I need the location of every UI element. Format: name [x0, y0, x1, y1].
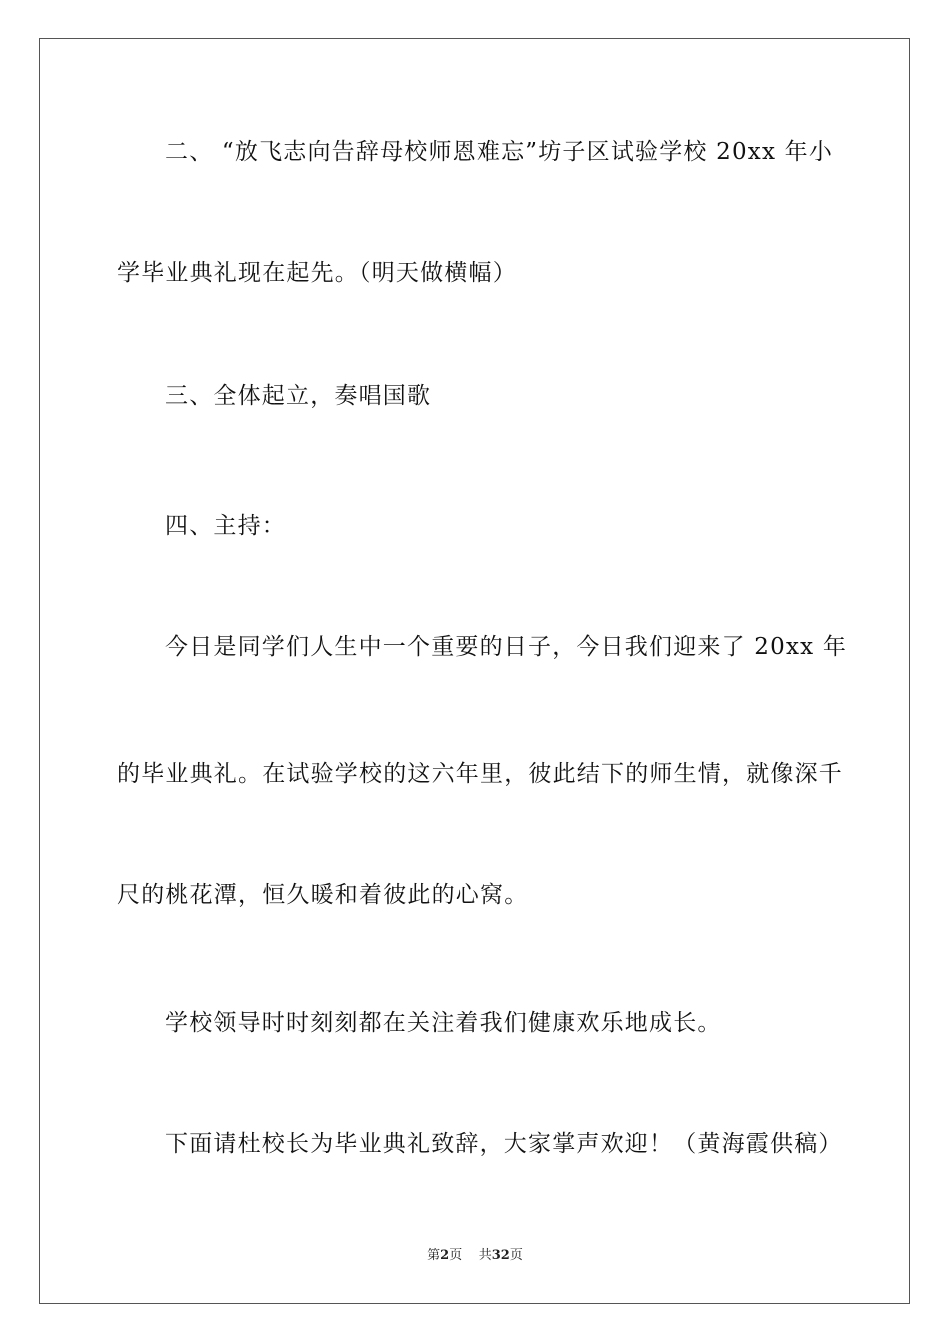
total-prefix: 共 [478, 1248, 492, 1263]
paragraph-line: 的毕业典礼。在试验学校的这六年里，彼此结下的师生情，就像深千 [117, 761, 843, 787]
page-suffix: 页 [449, 1248, 463, 1263]
section-four-heading: 四、主持： [165, 513, 286, 539]
page-number: 2 [440, 1248, 450, 1263]
paragraph-line: 今日是同学们人生中一个重要的日子，今日我们迎来了 20xx 年 [165, 634, 848, 660]
total-pages: 32 [491, 1248, 510, 1263]
section-two-heading: 二、 “放飞志向告辞母校师恩难忘”坊子区试验学校 20xx 年小 [165, 139, 834, 165]
section-two-continuation: 学毕业典礼现在起先。（明天做横幅） [117, 260, 517, 286]
total-suffix: 页 [509, 1248, 523, 1263]
paragraph-line: 下面请杜校长为毕业典礼致辞，大家掌声欢迎！（黄海霞供稿） [165, 1131, 843, 1157]
page-prefix: 第 [427, 1248, 441, 1263]
page-frame [39, 38, 910, 1304]
paragraph-line: 学校领导时时刻刻都在关注着我们健康欢乐地成长。 [165, 1010, 722, 1036]
section-three-heading: 三、全体起立，奏唱国歌 [165, 383, 432, 409]
paragraph-line: 尺的桃花潭，恒久暖和着彼此的心窝。 [117, 882, 529, 908]
page-footer [0, 1248, 950, 1264]
